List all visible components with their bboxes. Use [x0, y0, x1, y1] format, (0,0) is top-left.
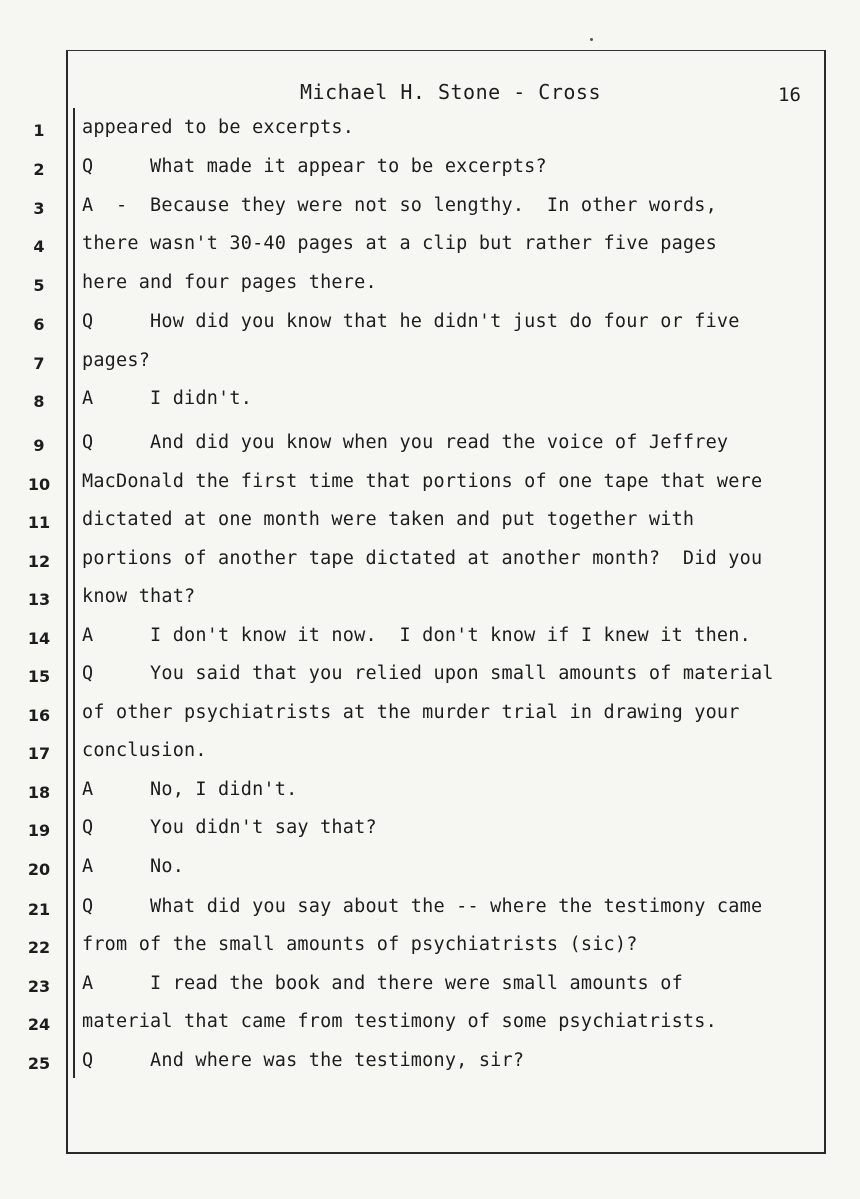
page-number: 16 [778, 84, 801, 106]
line-number: 17 [27, 744, 51, 763]
line-number: 10 [27, 475, 51, 494]
transcript-line: A - Because they were not so lengthy. In other words, [82, 195, 717, 216]
transcript-line: Q How did you know that he didn't just do four or five [82, 311, 740, 332]
line-number: 22 [27, 938, 51, 957]
transcript-line: Q You didn't say that? [82, 817, 377, 838]
line-number-margin-rule [73, 108, 75, 1078]
transcript-line: know that? [82, 586, 196, 607]
line-number: 25 [27, 1054, 51, 1073]
line-number: 9 [33, 436, 45, 455]
line-number: 12 [27, 552, 51, 571]
line-number: 11 [27, 513, 51, 532]
line-number: 2 [33, 160, 45, 179]
transcript-line: from of the small amounts of psychiatrists (sic)? [82, 934, 638, 955]
scan-speck [590, 38, 593, 41]
transcript-line: appeared to be excerpts. [82, 117, 355, 138]
transcript-line: Q What did you say about the -- where the testimony came [82, 896, 763, 917]
transcript-line: A No, I didn't. [82, 779, 298, 800]
line-number: 23 [27, 977, 51, 996]
transcript-line: material that came from testimony of some psychiatrists. [82, 1011, 717, 1032]
line-number: 7 [33, 354, 45, 373]
line-number: 3 [33, 199, 45, 218]
line-number: 15 [27, 667, 51, 686]
transcript-line: of other psychiatrists at the murder trial in drawing your [82, 702, 740, 723]
line-number: 5 [33, 276, 45, 295]
page-header-title: Michael H. Stone - Cross [300, 80, 601, 104]
transcript-line: A I don't know it now. I don't know if I knew it then. [82, 625, 751, 646]
line-number: 20 [27, 860, 51, 879]
line-number: 6 [33, 315, 45, 334]
line-number: 19 [27, 821, 51, 840]
transcript-line: Q And did you know when you read the voice of Jeffrey [82, 432, 729, 453]
transcript-line: Q And where was the testimony, sir? [82, 1050, 525, 1071]
transcript-line: A No. [82, 856, 185, 877]
transcript-line: dictated at one month were taken and put together with [82, 509, 695, 530]
transcript-line: there wasn't 30-40 pages at a clip but rather five pages [82, 233, 717, 254]
line-number: 18 [27, 783, 51, 802]
line-number: 16 [27, 706, 51, 725]
line-number: 24 [27, 1015, 51, 1034]
line-number: 13 [27, 590, 51, 609]
transcript-line: MacDonald the first time that portions of one tape that were [82, 471, 763, 492]
line-number: 1 [33, 121, 45, 140]
line-number: 4 [33, 237, 45, 256]
line-number: 14 [27, 629, 51, 648]
line-number: 8 [33, 392, 45, 411]
transcript-line: A I read the book and there were small amounts of [82, 973, 683, 994]
transcript-line: Q You said that you relied upon small amounts of material [82, 663, 774, 684]
transcript-line: portions of another tape dictated at another month? Did you [82, 548, 763, 569]
line-number: 21 [27, 900, 51, 919]
transcript-line: Q What made it appear to be excerpts? [82, 156, 547, 177]
transcript-line: A I didn't. [82, 388, 253, 409]
transcript-line: here and four pages there. [82, 272, 377, 293]
transcript-line: conclusion. [82, 740, 207, 761]
transcript-line: pages? [82, 350, 151, 371]
